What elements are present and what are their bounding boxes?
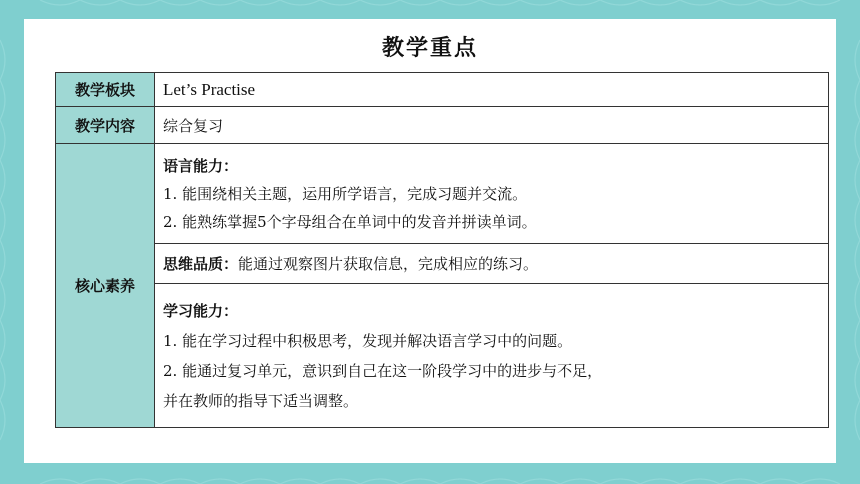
table-row-content [56,107,829,144]
table-row-learning-ability [56,284,829,428]
table-row-thinking-quality [56,244,829,284]
thinking-quality-heading: 思维品质： [163,255,239,273]
learning-ability-item-2: 2. 能通过复习单元，意识到自己在这一阶段学习中的进步与不足， [163,361,603,380]
language-ability-item-2: 2. 能熟练掌握5个字母组合在单词中的发音并拼读单词。 [163,212,537,231]
learning-ability-heading: 学习能力： [163,301,239,320]
language-ability-cell [155,144,829,244]
language-ability-item-1: 1. 能围绕相关主题，运用所学语言，完成习题并交流。 [163,184,528,203]
teaching-focus-table [55,72,829,428]
thinking-quality-text: 能通过观察图片获取信息，完成相应的练习。 [238,255,539,273]
language-ability-heading: 语言能力： [163,156,239,175]
module-value-text: Let’s Practise [163,79,256,99]
core-literacy-label: 核心素养 [56,144,155,428]
content-label: 教学内容 [56,107,155,144]
module-label: 教学板块 [56,73,155,107]
page-title: 教学重点 [381,35,478,61]
learning-ability-item-2-cont: 并在教师的指导下适当调整。 [163,391,359,410]
content-panel [24,19,836,463]
table-row-language-ability [56,144,829,244]
thinking-quality-cell [155,244,829,284]
table-row-module [56,73,829,107]
learning-ability-cell [155,284,829,428]
learning-ability-item-1: 1. 能在学习过程中积极思考，发现并解决语言学习中的问题。 [163,331,573,350]
content-value: 综合复习 [155,107,829,144]
module-value [155,73,829,107]
